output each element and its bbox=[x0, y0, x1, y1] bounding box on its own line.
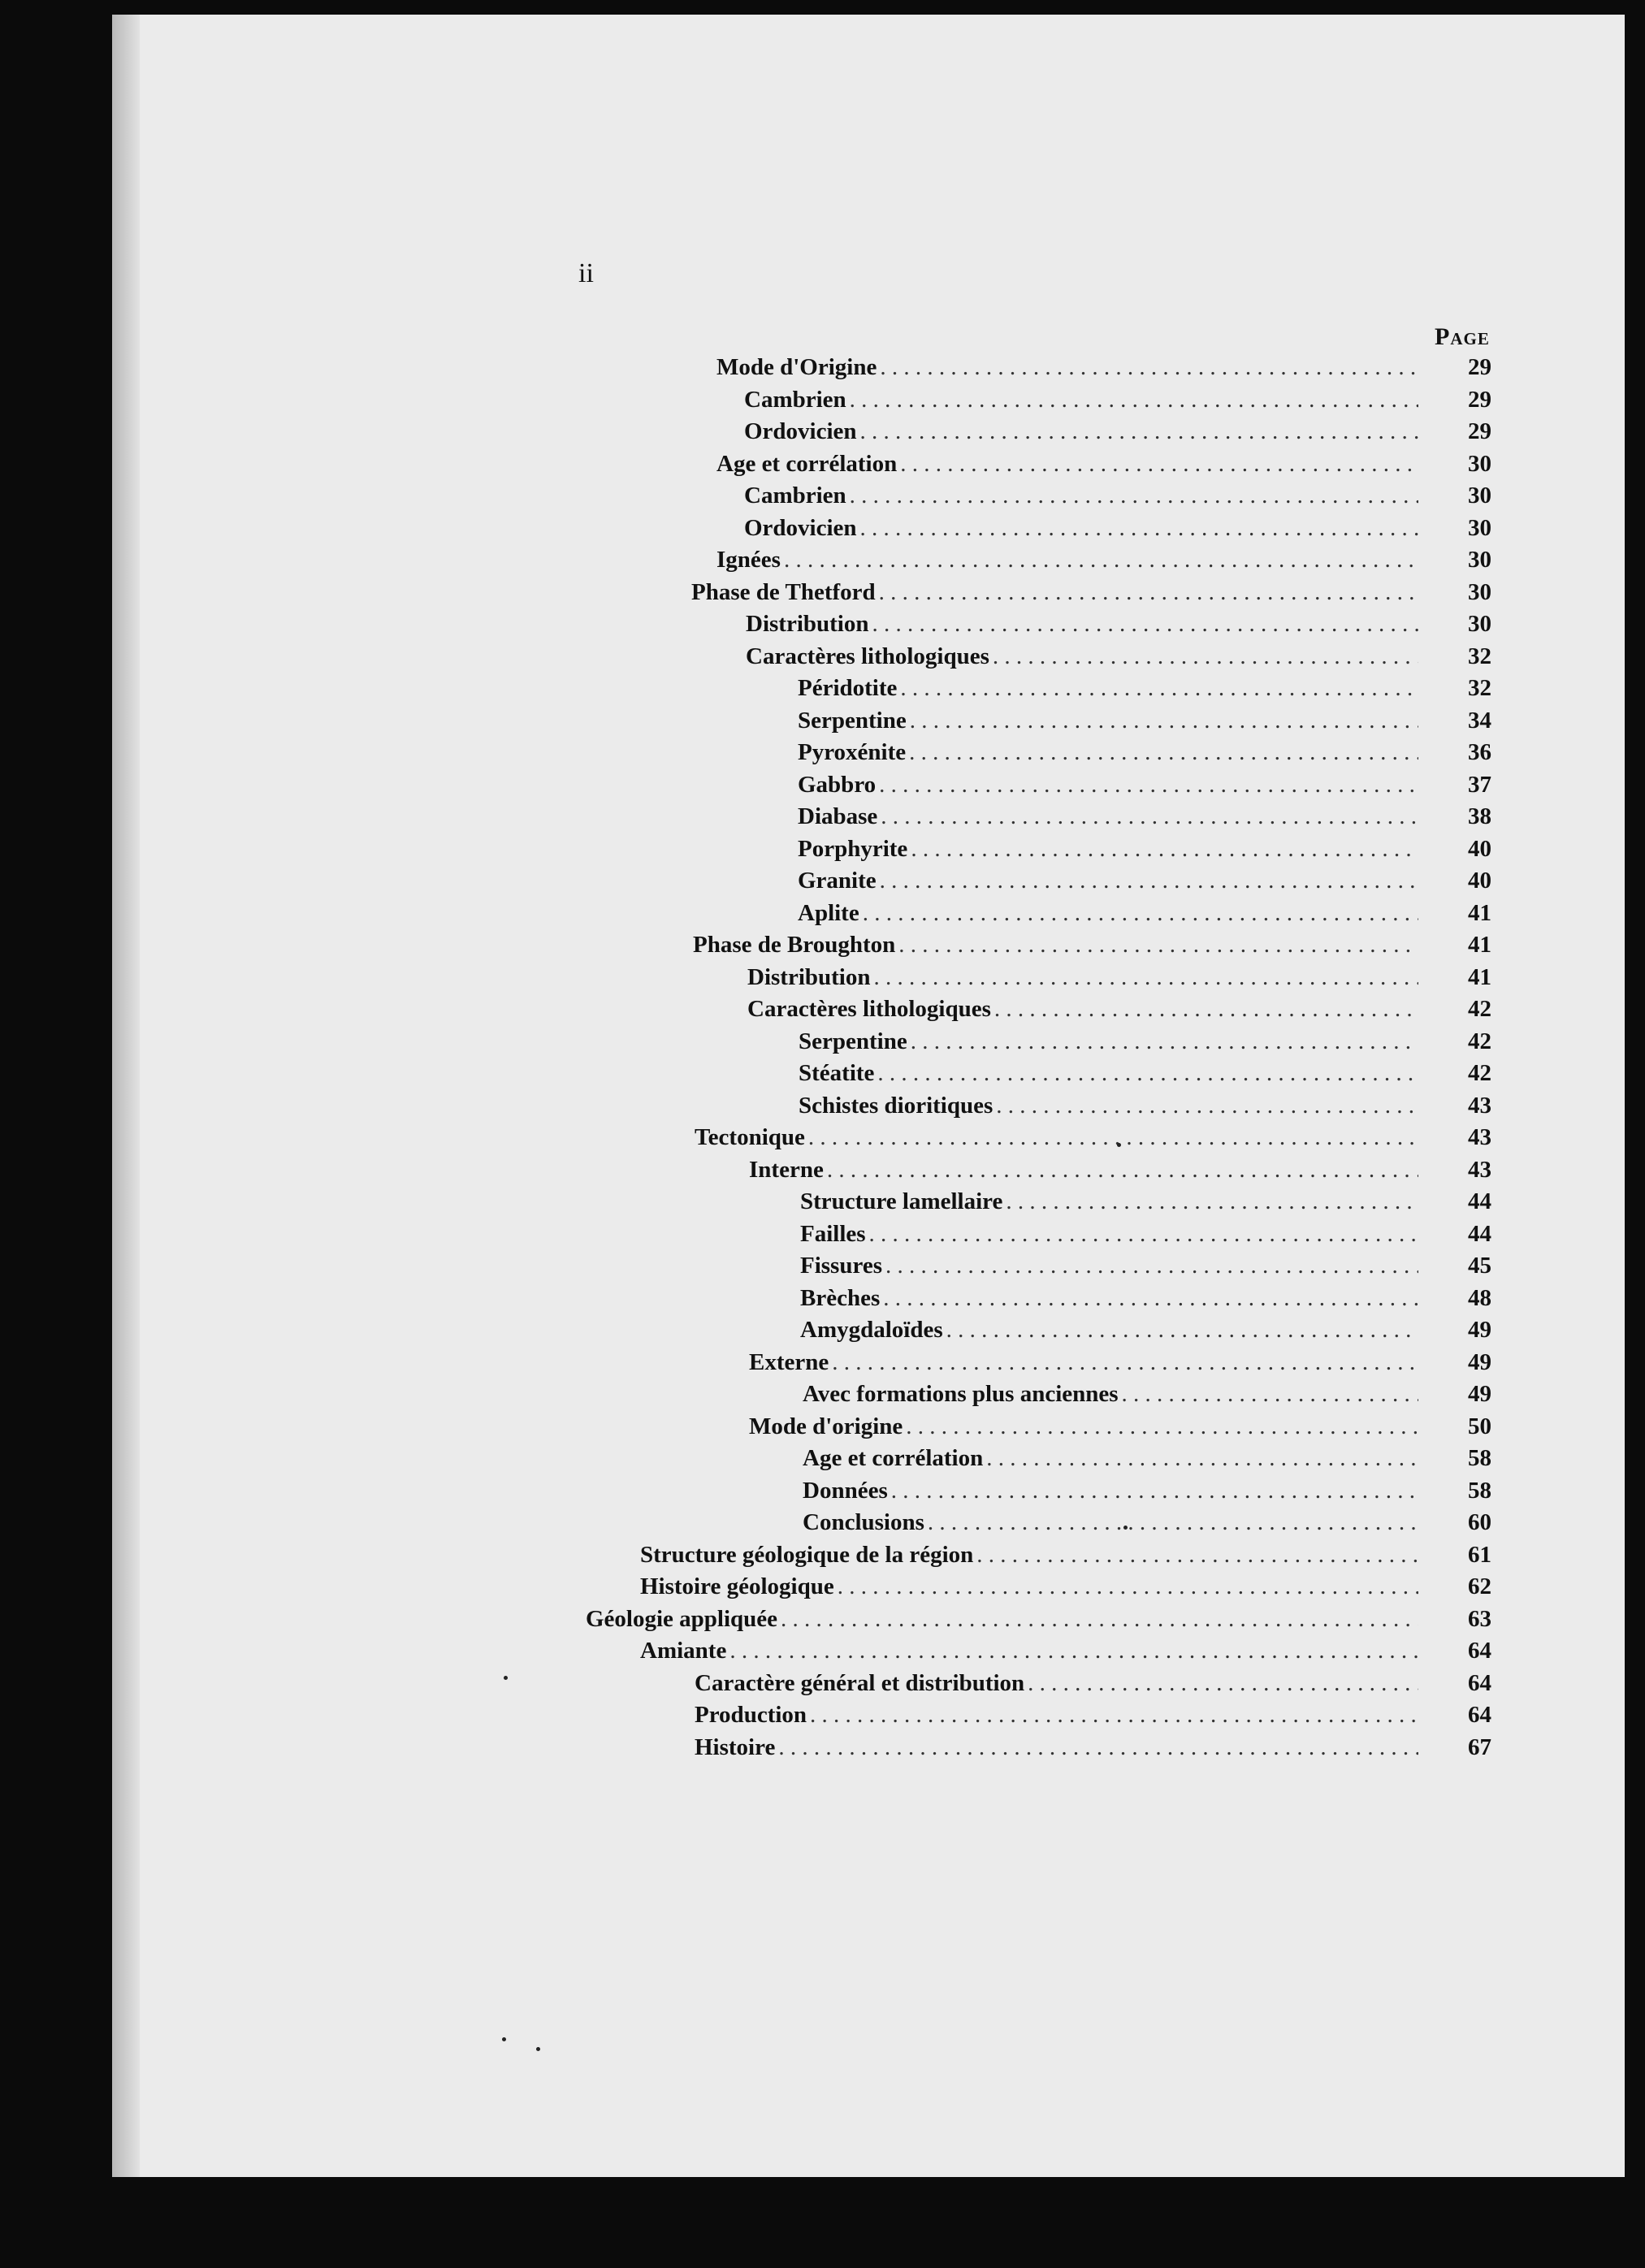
toc-entry-page: 45 bbox=[1468, 1253, 1491, 1279]
print-speck bbox=[1123, 1526, 1128, 1530]
toc-entry bbox=[747, 996, 1491, 1028]
dot-leader bbox=[883, 1285, 1418, 1312]
toc-entry-page: 29 bbox=[1468, 386, 1491, 413]
dot-leader bbox=[879, 772, 1418, 799]
toc-entry-page: 30 bbox=[1468, 611, 1491, 637]
toc-entry bbox=[695, 1702, 1491, 1734]
toc-entry bbox=[803, 1509, 1491, 1542]
toc-entry-page: 60 bbox=[1468, 1509, 1491, 1535]
toc-entry-label: Structure lamellaire bbox=[800, 1188, 1003, 1214]
toc-entry-label: Péridotite bbox=[798, 675, 898, 701]
dot-leader bbox=[832, 1349, 1418, 1376]
toc-entry bbox=[799, 1092, 1491, 1125]
toc-entry-label: Interne bbox=[749, 1156, 824, 1183]
toc-entry-page: 44 bbox=[1468, 1220, 1491, 1247]
toc-entry bbox=[800, 1220, 1491, 1253]
dot-leader bbox=[781, 1606, 1418, 1633]
toc-entry bbox=[695, 1124, 1491, 1157]
toc-entry bbox=[798, 771, 1491, 804]
dot-leader bbox=[808, 1124, 1418, 1151]
dot-leader bbox=[784, 547, 1418, 573]
dot-leader bbox=[906, 1413, 1418, 1440]
print-speck bbox=[502, 2037, 506, 2041]
dot-leader bbox=[810, 1702, 1418, 1729]
toc-entry-page: 64 bbox=[1468, 1669, 1491, 1696]
toc-entry bbox=[800, 1253, 1491, 1285]
toc-entry-label: Amiante bbox=[640, 1638, 727, 1664]
toc-entry-label: Pyroxénite bbox=[798, 739, 907, 765]
toc-entry-label: Ordovicien bbox=[744, 418, 857, 444]
toc-entry-page: 38 bbox=[1468, 803, 1491, 829]
toc-entry-label: Serpentine bbox=[798, 707, 907, 734]
dot-leader bbox=[1028, 1670, 1418, 1697]
toc-entry-label: Porphyrite bbox=[798, 835, 908, 862]
toc-entry-label: Granite bbox=[798, 868, 877, 894]
toc-entry-label: Age et corrélation bbox=[716, 450, 898, 477]
toc-entry bbox=[586, 1605, 1491, 1638]
toc-entry-page: 63 bbox=[1468, 1605, 1491, 1632]
dot-leader bbox=[946, 1317, 1418, 1344]
toc-entry bbox=[747, 963, 1491, 997]
dot-leader bbox=[910, 708, 1418, 734]
toc-entry-page: 43 bbox=[1468, 1092, 1491, 1119]
toc-entry-label: Fissures bbox=[800, 1253, 882, 1279]
page-edge-shadow bbox=[112, 15, 140, 2177]
toc-entry-page: 29 bbox=[1468, 418, 1491, 444]
toc-entry bbox=[803, 1477, 1491, 1510]
toc-entry-label: Mode d'origine bbox=[749, 1413, 903, 1439]
toc-entry bbox=[803, 1381, 1491, 1413]
toc-entry-label: Cambrien bbox=[744, 483, 846, 509]
toc-entry-page: 42 bbox=[1468, 996, 1491, 1022]
toc-entry-label: Failles bbox=[800, 1220, 866, 1247]
toc-entry-page: 34 bbox=[1468, 707, 1491, 734]
toc-entry-page: 30 bbox=[1468, 578, 1491, 605]
toc-entry-label: Distribution bbox=[746, 611, 869, 637]
dot-leader bbox=[860, 418, 1418, 445]
dot-leader bbox=[873, 964, 1418, 991]
dot-leader bbox=[900, 675, 1418, 702]
toc-entry-page: 30 bbox=[1468, 483, 1491, 509]
dot-leader bbox=[838, 1573, 1418, 1600]
toc-entry bbox=[695, 1669, 1491, 1703]
toc-entry-label: Diabase bbox=[798, 803, 878, 829]
page-column-header: Page bbox=[1435, 323, 1490, 350]
dot-leader bbox=[872, 611, 1418, 638]
dot-leader bbox=[863, 900, 1418, 927]
toc-entry bbox=[695, 1733, 1491, 1767]
toc-entry-label: Mode d'Origine bbox=[716, 354, 877, 380]
toc-entry bbox=[803, 1445, 1491, 1478]
dot-leader bbox=[1006, 1188, 1418, 1215]
dot-leader bbox=[911, 1028, 1418, 1055]
toc-entry-page: 67 bbox=[1468, 1733, 1491, 1760]
toc-entry bbox=[746, 611, 1491, 643]
dot-leader bbox=[850, 483, 1418, 509]
dot-leader bbox=[911, 836, 1418, 863]
toc-entry bbox=[800, 1188, 1491, 1221]
dot-leader bbox=[976, 1542, 1418, 1569]
toc-entry-label: Ordovicien bbox=[744, 514, 857, 541]
toc-entry-label: Données bbox=[803, 1477, 888, 1504]
toc-entry-label: Tectonique bbox=[695, 1124, 805, 1150]
toc-entry bbox=[798, 707, 1491, 740]
toc-entry-page: 32 bbox=[1468, 675, 1491, 701]
toc-entry-label: Avec formations plus anciennes bbox=[803, 1381, 1119, 1407]
toc-entry bbox=[744, 483, 1491, 515]
dot-leader bbox=[850, 387, 1418, 413]
dot-leader bbox=[996, 1093, 1418, 1119]
toc-entry-label: Structure géologique de la région bbox=[640, 1541, 974, 1568]
toc-entry bbox=[691, 578, 1491, 612]
toc-entry-page: 32 bbox=[1468, 643, 1491, 669]
dot-leader bbox=[860, 515, 1418, 542]
dot-leader bbox=[909, 739, 1418, 766]
toc-entry-page: 37 bbox=[1468, 771, 1491, 798]
toc-entry bbox=[640, 1638, 1491, 1670]
toc-entry-label: Aplite bbox=[798, 899, 859, 926]
dot-leader bbox=[880, 868, 1418, 894]
dot-leader bbox=[880, 354, 1418, 381]
dot-leader bbox=[879, 579, 1418, 606]
dot-leader bbox=[885, 1253, 1418, 1279]
toc-entry-page: 29 bbox=[1468, 354, 1491, 380]
toc-entry bbox=[798, 868, 1491, 900]
toc-entry-page: 62 bbox=[1468, 1573, 1491, 1599]
dot-leader bbox=[986, 1445, 1418, 1472]
toc-entry bbox=[799, 1028, 1491, 1061]
toc-entry-page: 42 bbox=[1468, 1060, 1491, 1086]
toc-entry-page: 30 bbox=[1468, 450, 1491, 477]
toc-entry-page: 36 bbox=[1468, 739, 1491, 765]
toc-entry-page: 40 bbox=[1468, 835, 1491, 862]
dot-leader bbox=[994, 996, 1418, 1023]
toc-entry-label: Gabbro bbox=[798, 771, 877, 798]
dot-leader bbox=[898, 932, 1418, 959]
dot-leader bbox=[778, 1734, 1418, 1761]
toc-entry bbox=[798, 675, 1491, 708]
toc-entry-label: Histoire géologique bbox=[640, 1573, 834, 1599]
toc-entry bbox=[749, 1156, 1491, 1189]
toc-entry-page: 64 bbox=[1468, 1638, 1491, 1664]
toc-entry bbox=[716, 354, 1491, 387]
toc-entry-page: 50 bbox=[1468, 1413, 1491, 1439]
toc-entry-page: 41 bbox=[1468, 899, 1491, 926]
toc-entry bbox=[798, 739, 1491, 772]
dot-leader bbox=[900, 451, 1418, 478]
toc-entry-label: Distribution bbox=[747, 963, 871, 990]
toc-entry bbox=[693, 932, 1491, 964]
toc-entry-page: 49 bbox=[1468, 1348, 1491, 1375]
toc-entry-page: 41 bbox=[1468, 963, 1491, 990]
toc-entry bbox=[716, 547, 1491, 579]
toc-entry bbox=[800, 1317, 1491, 1349]
toc-entry-page: 43 bbox=[1468, 1156, 1491, 1183]
print-speck bbox=[1117, 1143, 1121, 1147]
toc-entry bbox=[749, 1413, 1491, 1446]
toc-entry bbox=[800, 1284, 1491, 1318]
toc-entry-page: 61 bbox=[1468, 1541, 1491, 1568]
toc-entry-page: 58 bbox=[1468, 1477, 1491, 1504]
page-number: ii bbox=[578, 258, 594, 288]
toc-entry-page: 58 bbox=[1468, 1445, 1491, 1471]
toc-entry-label: Stéatite bbox=[799, 1060, 875, 1086]
dot-leader bbox=[869, 1221, 1418, 1248]
toc-entry-label: Externe bbox=[749, 1348, 829, 1375]
toc-entry-label: Schistes dioritiques bbox=[799, 1092, 993, 1119]
print-speck bbox=[536, 2047, 540, 2051]
toc-entry-label: Age et corrélation bbox=[803, 1445, 984, 1471]
toc-entry-label: Caractères lithologiques bbox=[746, 643, 989, 669]
toc-entry-label: Production bbox=[695, 1702, 807, 1728]
toc-entry bbox=[640, 1573, 1491, 1606]
dot-leader bbox=[877, 1060, 1418, 1087]
toc-entry-label: Conclusions bbox=[803, 1509, 924, 1535]
toc-entry-page: 42 bbox=[1468, 1028, 1491, 1054]
dot-leader bbox=[891, 1478, 1418, 1504]
toc-entry-label: Amygdaloïdes bbox=[800, 1317, 943, 1343]
toc-entry-page: 41 bbox=[1468, 932, 1491, 958]
toc-entry bbox=[798, 803, 1491, 836]
dot-leader bbox=[993, 643, 1418, 670]
dot-leader bbox=[729, 1638, 1418, 1664]
toc-entry-page: 30 bbox=[1468, 514, 1491, 541]
toc-entry-label: Phase de Thetford bbox=[691, 578, 876, 605]
toc-entry bbox=[798, 899, 1491, 933]
toc-entry-page: 44 bbox=[1468, 1188, 1491, 1214]
toc-entry-label: Caractères lithologiques bbox=[747, 996, 991, 1022]
toc-entry-label: Caractère général et distribution bbox=[695, 1669, 1025, 1696]
toc-entry-label: Serpentine bbox=[799, 1028, 907, 1054]
toc-entry bbox=[744, 386, 1491, 419]
toc-entry-label: Phase de Broughton bbox=[693, 932, 896, 958]
toc-entry-label: Géologie appliquée bbox=[586, 1605, 778, 1632]
toc-entry-page: 40 bbox=[1468, 868, 1491, 894]
toc-entry-label: Ignées bbox=[716, 547, 781, 573]
dot-leader bbox=[1122, 1381, 1418, 1408]
dot-leader bbox=[928, 1509, 1418, 1536]
toc-entry-page: 48 bbox=[1468, 1284, 1491, 1311]
toc-entry-label: Brèches bbox=[800, 1284, 881, 1311]
toc-entry bbox=[640, 1541, 1491, 1574]
toc-entry-page: 30 bbox=[1468, 547, 1491, 573]
toc-entry bbox=[716, 450, 1491, 483]
toc-entry-page: 43 bbox=[1468, 1124, 1491, 1150]
toc-entry-page: 64 bbox=[1468, 1702, 1491, 1728]
toc-entry bbox=[744, 514, 1491, 548]
toc-entry-label: Cambrien bbox=[744, 386, 846, 413]
toc-entry-page: 49 bbox=[1468, 1381, 1491, 1407]
toc-entry bbox=[749, 1348, 1491, 1382]
toc-entry bbox=[799, 1060, 1491, 1093]
toc-entry bbox=[746, 643, 1491, 676]
dot-leader bbox=[881, 803, 1418, 830]
toc-entry bbox=[744, 418, 1491, 451]
dot-leader bbox=[827, 1157, 1418, 1184]
toc-entry-label: Histoire bbox=[695, 1733, 776, 1760]
toc-entry bbox=[798, 835, 1491, 868]
toc-entry-page: 49 bbox=[1468, 1317, 1491, 1343]
print-speck bbox=[504, 1676, 508, 1680]
